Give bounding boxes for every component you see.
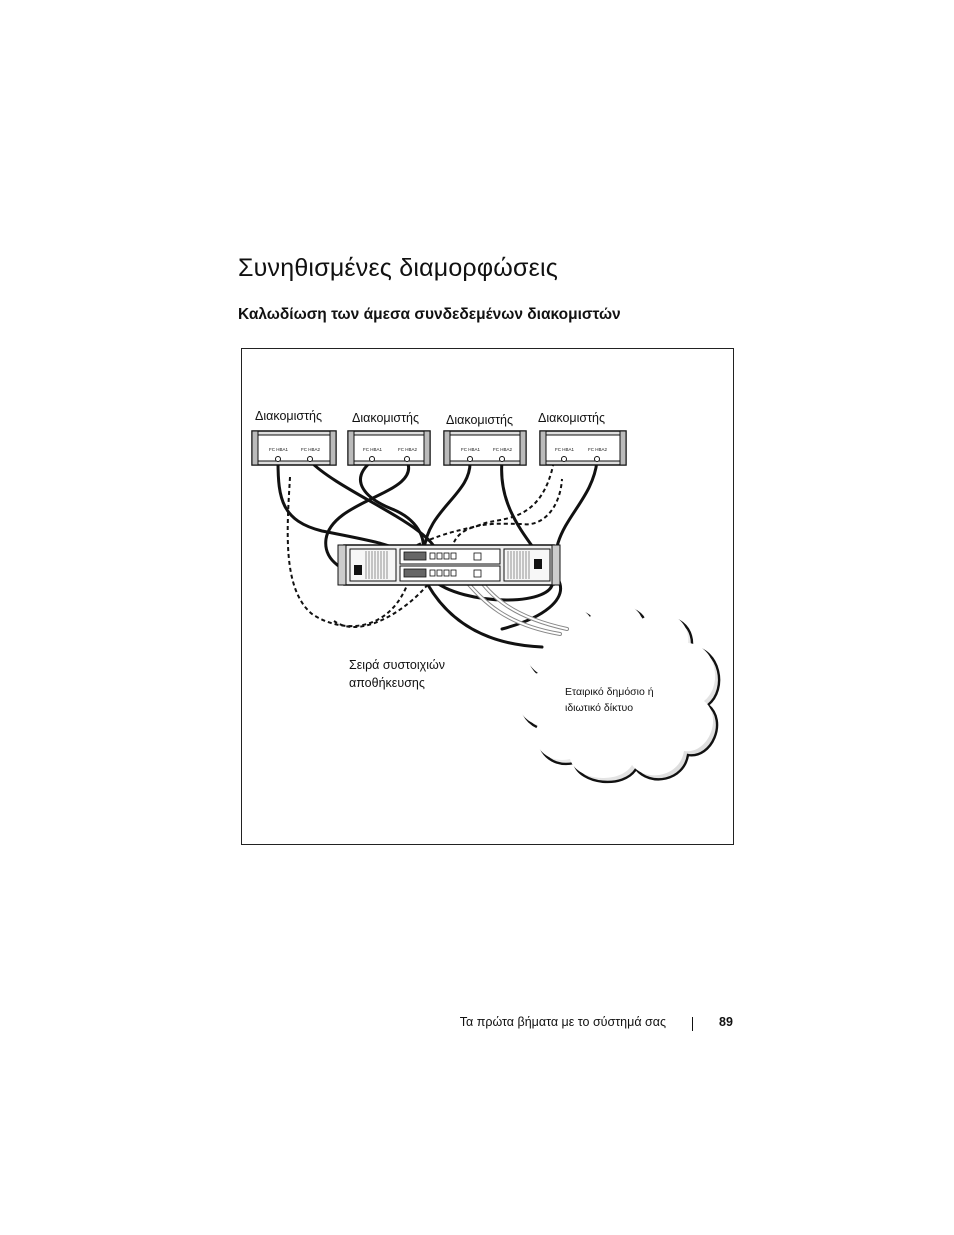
storage-array-label [349,656,445,692]
server-2 [348,431,430,465]
server-label-1: Διακομιστής [255,409,323,423]
storage-array [338,545,560,585]
cabling-diagram [241,348,734,845]
server-4 [540,431,626,465]
hba-label: FC HBA1 [363,447,383,452]
network-label-line-2: ιδιωτικό δίκτυο [565,702,634,714]
hba-label: FC HBA2 [588,447,608,452]
footer-text: Τα πρώτα βήματα με το σύστημά σας [459,1015,666,1029]
hba-label: FC HBA2 [493,447,513,452]
cable-dashed-loop [334,579,432,627]
hba-label: FC HBA1 [269,447,289,452]
page-title: Συνηθισμένες διαμορφώσεις [238,254,558,282]
hba-label: FC HBA1 [461,447,481,452]
server-label-4: Διακομιστής [538,411,606,425]
server-label-2: Διακομιστής [352,411,420,425]
network-label-line-1: Εταιρικό δημόσιο ή [565,686,654,698]
network-label [565,684,654,716]
section-subtitle: Καλωδίωση των άμεσα συνδεδεμένων διακομιστών [238,306,621,323]
server-label-3: Διακομιστής [446,413,514,427]
cable-s3-hba1 [424,461,470,551]
hba-label: FC HBA2 [398,447,418,452]
hba-label: FC HBA2 [301,447,321,452]
storage-label-line-1: Σειρά συστοιχιών [349,658,445,672]
hba-label: FC HBA1 [555,447,575,452]
server-1 [252,431,336,465]
server-3 [444,431,526,465]
cable-dashed-s2 [417,461,554,545]
cable-s2-hba1 [361,461,424,552]
footer-separator [692,1017,693,1031]
storage-label-line-2: αποθήκευσης [349,676,425,690]
page-number: 89 [719,1015,733,1029]
